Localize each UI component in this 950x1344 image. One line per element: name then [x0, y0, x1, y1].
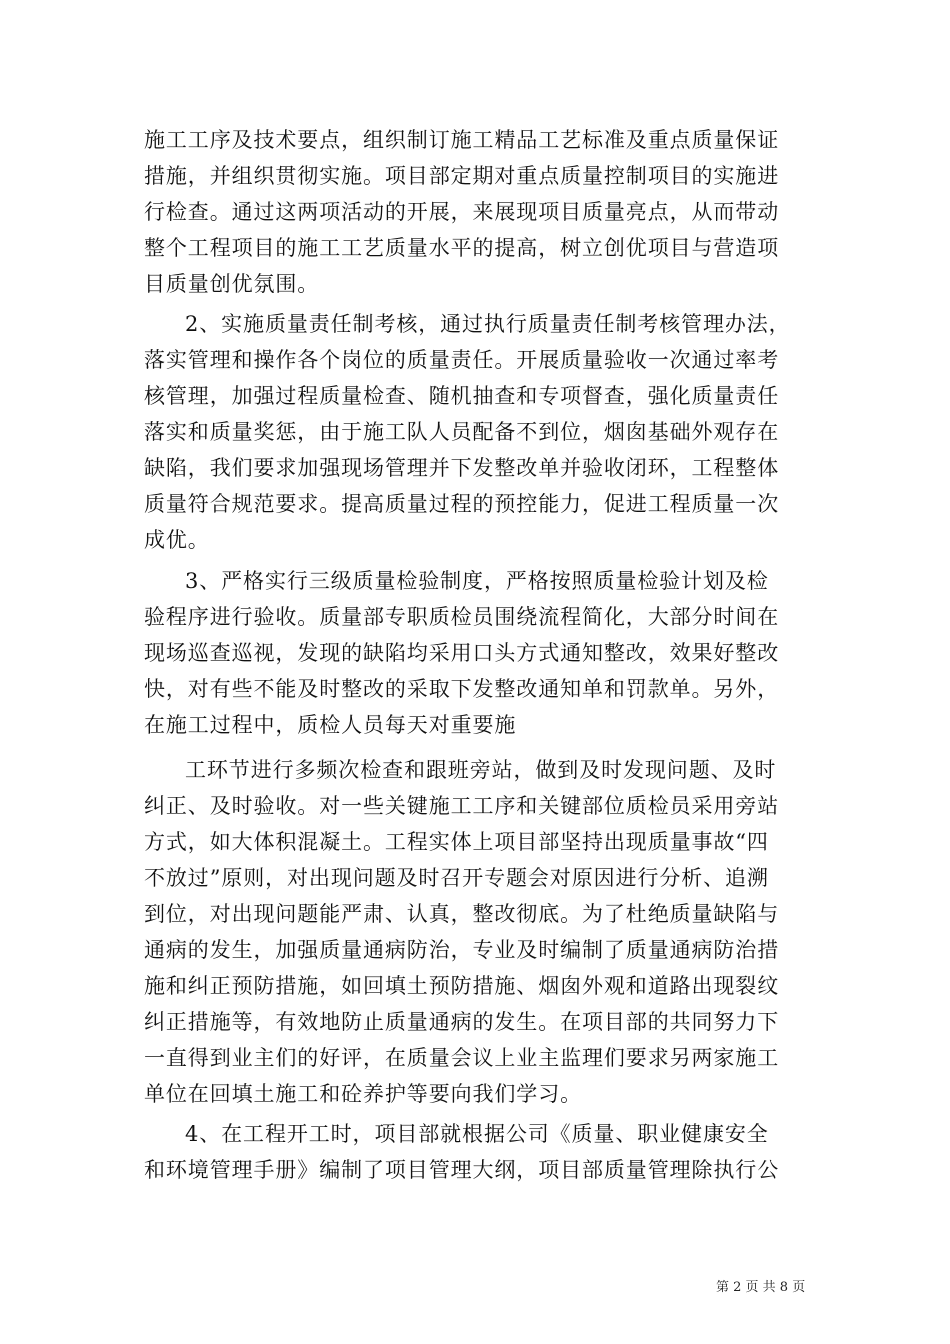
text-line: 和环境管理手册》编制了项目管理大纲，项目部质量管理除执行公 [144, 1158, 780, 1182]
text-line: 快，对有些不能及时整改的采取下发整改通知单和罚款单。另外， [144, 677, 780, 701]
text-line: 成优。 [144, 528, 210, 552]
text-line: 落实和质量奖惩，由于施工队人员配备不到位，烟囱基础外观存在 [144, 420, 780, 444]
text-line: 2、实施质量责任制考核，通过执行质量责任制考核管理办法， [185, 312, 791, 336]
text-line: 工环节进行多频次检查和跟班旁站，做到及时发现问题、及时 [185, 758, 777, 782]
text-line: 落实管理和操作各个岗位的质量责任。开展质量验收一次通过率考 [144, 348, 780, 372]
text-line: 3、严格实行三级质量检验制度，严格按照质量检验计划及检 [185, 569, 769, 593]
text-line: 现场巡查巡视，发现的缺陷均采用口头方式通知整改，效果好整改 [144, 641, 780, 665]
text-line: 行检查。通过这两项活动的开展，来展现项目质量亮点，从而带动 [144, 200, 780, 224]
text-line: 到位，对出现问题能严肃、认真，整改彻底。为了杜绝质量缺陷与 [144, 902, 780, 926]
text-line: 施和纠正预防措施，如回填土预防措施、烟囱外观和道路出现裂纹 [144, 974, 780, 998]
text-line: 不放过”原则，对出现问题及时召开专题会对原因进行分析、追溯 [144, 866, 769, 890]
text-line: 4、在工程开工时，项目部就根据公司《质量、职业健康安全 [185, 1122, 769, 1146]
text-line: 施工工序及技术要点，组织制订施工精品工艺标准及重点质量保证 [144, 128, 780, 152]
text-line: 整个工程项目的施工工艺质量水平的提高，树立创优项目与营造项 [144, 236, 780, 260]
text-line: 一直得到业主们的好评，在质量会议上业主监理们要求另两家施工 [144, 1046, 780, 1070]
text-line: 通病的发生，加强质量通病防治，专业及时编制了质量通病防治措 [144, 938, 780, 962]
text-line: 纠正措施等，有效地防止质量通病的发生。在项目部的共同努力下 [144, 1010, 780, 1034]
text-line: 质量符合规范要求。提高质量过程的预控能力，促进工程质量一次 [144, 492, 780, 516]
text-line: 纠正、及时验收。对一些关键施工工序和关键部位质检员采用旁站 [144, 794, 780, 818]
text-line: 单位在回填土施工和砼养护等要向我们学习。 [144, 1082, 582, 1106]
text-line: 核管理，加强过程质量检查、随机抽查和专项督查，强化质量责任 [144, 384, 780, 408]
text-line: 措施，并组织贯彻实施。项目部定期对重点质量控制项目的实施进 [144, 164, 780, 188]
text-line: 目质量创优氛围。 [144, 272, 320, 296]
text-line: 缺陷，我们要求加强现场管理并下发整改单并验收闭环，工程整体 [144, 456, 780, 480]
text-line: 方式，如大体积混凝土。工程实体上项目部坚持出现质量事故“四 [144, 830, 769, 854]
text-line: 验程序进行验收。质量部专职质检员围绕流程简化，大部分时间在 [144, 605, 780, 629]
text-line: 在施工过程中，质检人员每天对重要施 [144, 713, 517, 737]
page-number: 第 2 页 共 8 页 [716, 1280, 806, 1295]
